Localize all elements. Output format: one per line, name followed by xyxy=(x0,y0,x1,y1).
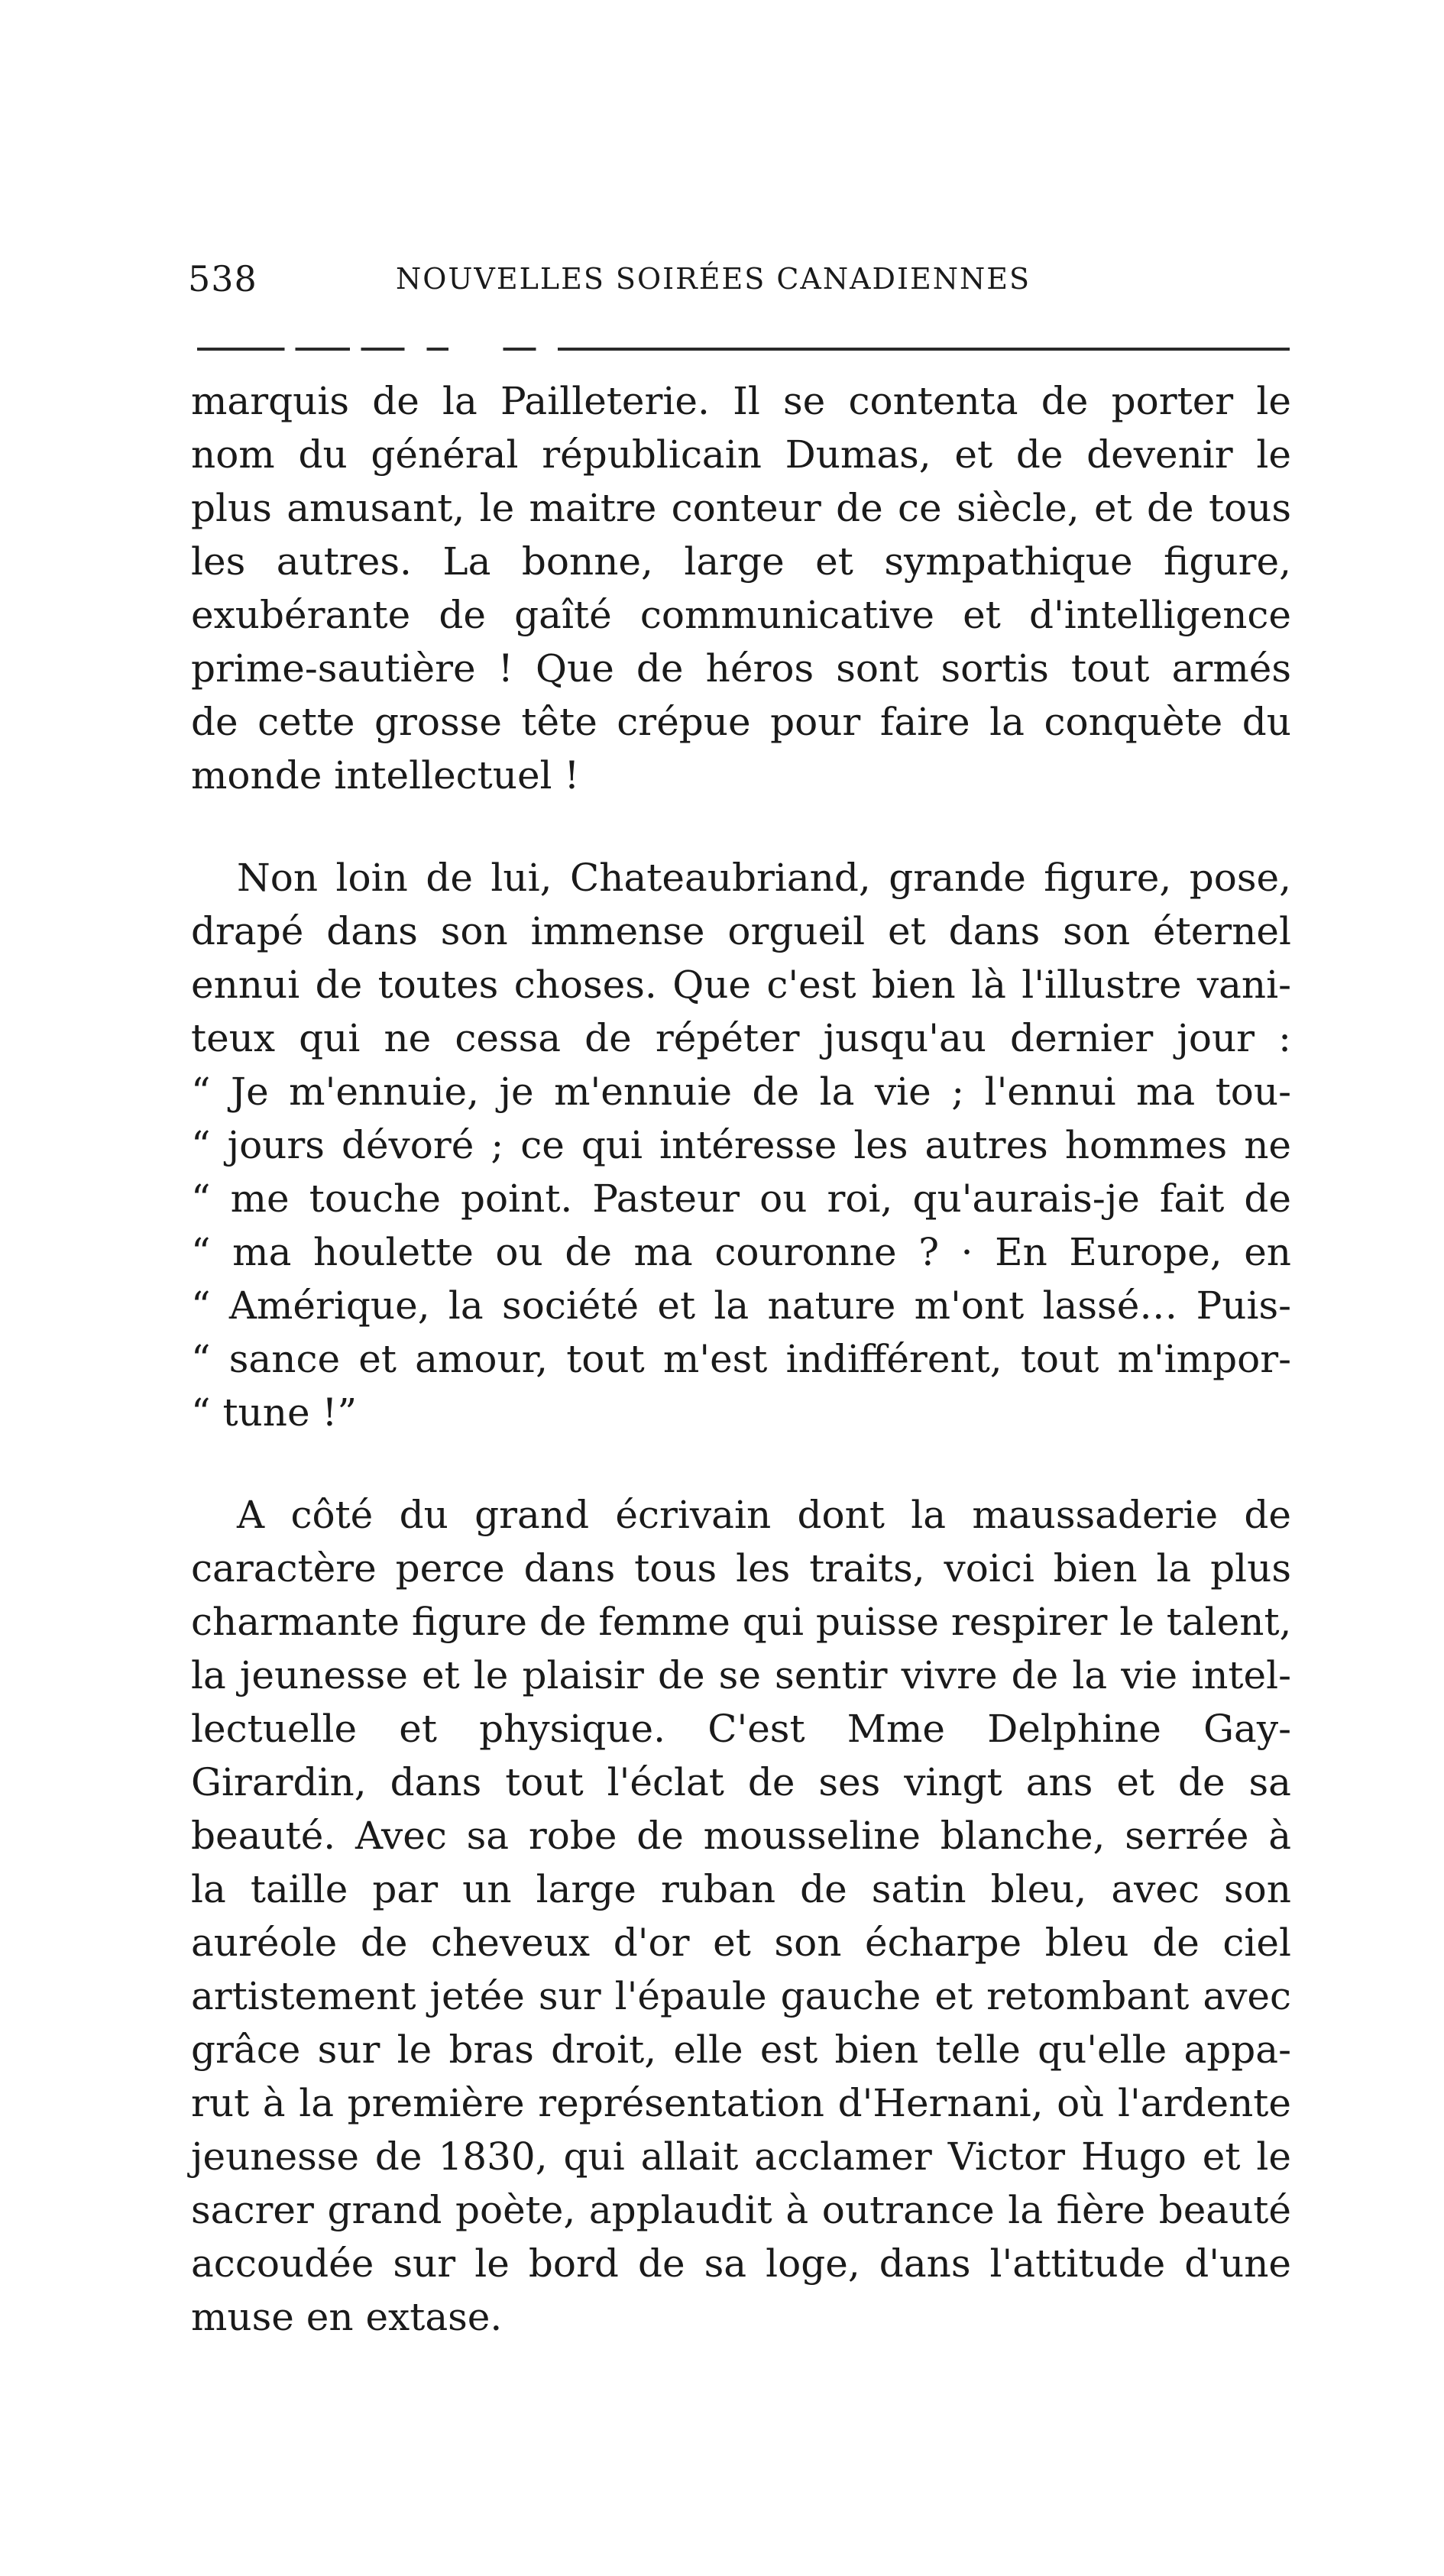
text-line: plus amusant, le maitre conteur de ce siècle, et de tous xyxy=(191,486,1291,530)
text-line: sacrer grand poète, applaudit à outrance la fière beauté xyxy=(191,2188,1291,2232)
text-line: beauté. Avec sa robe de mousseline blanche, serrée à xyxy=(191,1814,1291,1858)
text-line: jeunesse de 1830, qui allait acclamer Victor Hugo et le xyxy=(191,2134,1291,2179)
text-line: caractère perce dans tous les traits, voici bien la plus xyxy=(191,1546,1291,1591)
paragraph-delphine-gay xyxy=(191,1488,1291,2344)
text-line: charmante figure de femme qui puisse respirer le talent, xyxy=(191,1600,1292,1644)
quote-line: “ tune !” xyxy=(191,1390,358,1435)
text-line: drapé dans son immense orgueil et dans son éternel xyxy=(191,909,1291,953)
text-line: monde intellectuel ! xyxy=(191,753,580,798)
text-line: teux qui ne cessa de répéter jusqu'au dernier jour : xyxy=(191,1016,1291,1060)
text-line: Non loin de lui, Chateaubriand, grande figure, pose, xyxy=(237,856,1291,900)
text-line: exubérante de gaîté communicative et d'intelligence xyxy=(191,593,1291,637)
text-line: lectuelle et physique. C'est Mme Delphine Gay- xyxy=(191,1707,1291,1751)
page-header xyxy=(188,252,1288,306)
text-line: auréole de cheveux d'or et son écharpe bleu de ciel xyxy=(191,1921,1291,1965)
text-line: de cette grosse tête crépue pour faire la conquète du xyxy=(191,700,1291,744)
page-number: 538 xyxy=(188,258,257,299)
quote-line: “ Amérique, la société et la nature m'ont lassé… Puis- xyxy=(191,1283,1291,1328)
text-line: prime-sautière ! Que de héros sont sortis tout armés xyxy=(191,646,1291,691)
header-rule xyxy=(197,348,1290,351)
quote-line: “ Je m'ennuie, je m'ennuie de la vie ; l'ennui ma tou- xyxy=(191,1070,1291,1114)
text-line: les autres. La bonne, large et sympathique figure, xyxy=(191,539,1291,584)
text-line: nom du général républicain Dumas, et de devenir le xyxy=(191,432,1291,477)
text-line: la taille par un large ruban de satin bleu, avec son xyxy=(191,1867,1291,1911)
quote-line: “ jours dévoré ; ce qui intéresse les autres hommes ne xyxy=(191,1123,1291,1167)
text-line: marquis de la Pailleterie. Il se contenta de porter le xyxy=(191,379,1291,423)
paragraph-dumas xyxy=(191,374,1291,802)
quote-line: “ ma houlette ou de ma couronne ? · En Europe, en xyxy=(191,1230,1291,1274)
quote-line: “ sance et amour, tout m'est indifférent, tout m'impor- xyxy=(191,1337,1291,1381)
text-line: accoudée sur le bord de sa loge, dans l'attitude d'une xyxy=(191,2241,1291,2286)
paragraph-chateaubriand xyxy=(191,851,1291,1439)
running-head: NOUVELLES SOIRÉES CANADIENNES xyxy=(396,262,1031,296)
text-line: Girardin, dans tout l'éclat de ses vingt ans et de sa xyxy=(191,1760,1291,1804)
text-line: artistement jetée sur l'épaule gauche et retombant avec xyxy=(191,1974,1291,2018)
text-line: A côté du grand écrivain dont la maussaderie de xyxy=(237,1493,1291,1537)
text-line: muse en extase. xyxy=(191,2295,503,2339)
body-text xyxy=(191,374,1291,2344)
text-line: ennui de toutes choses. Que c'est bien là l'illustre vani- xyxy=(191,963,1291,1007)
text-line: grâce sur le bras droit, elle est bien telle qu'elle appa- xyxy=(191,2027,1291,2072)
quote-line: “ me touche point. Pasteur ou roi, qu'aurais-je fait de xyxy=(191,1176,1291,1221)
text-line: rut à la première représentation d'Hernani, où l'ardente xyxy=(191,2081,1291,2125)
text-line: la jeunesse et le plaisir de se sentir vivre de la vie intel- xyxy=(191,1653,1291,1697)
